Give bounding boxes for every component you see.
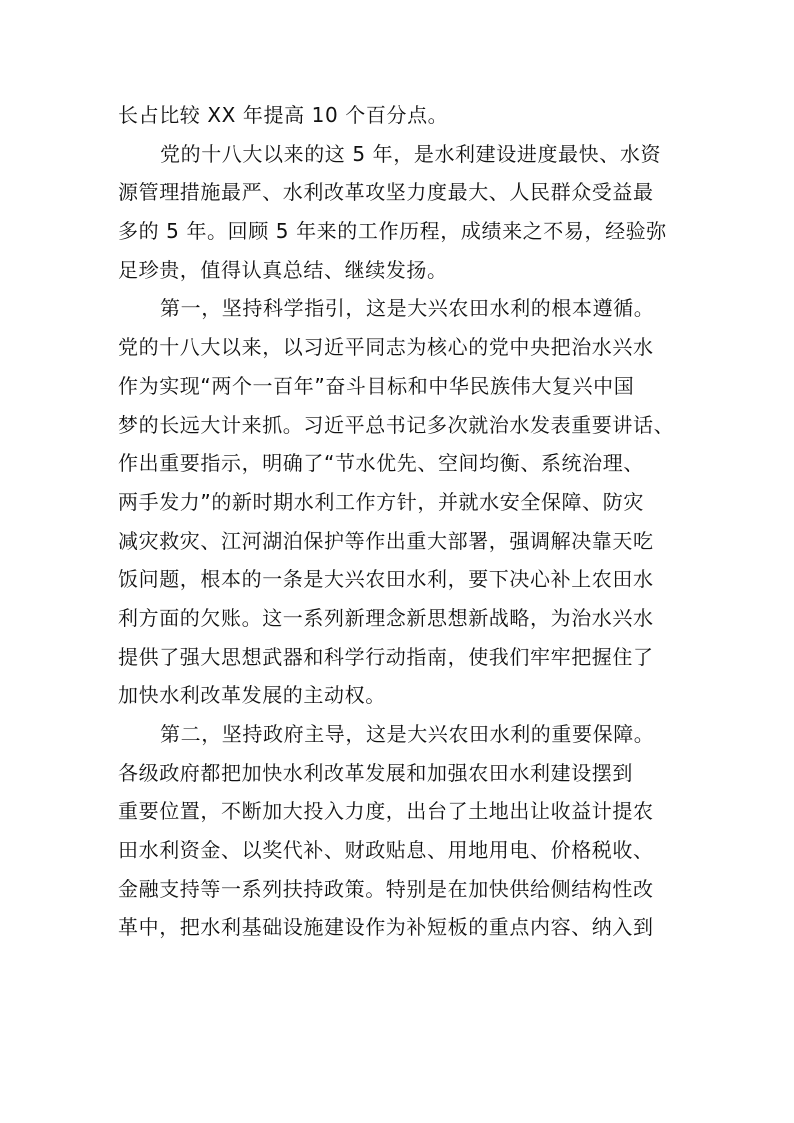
text-line: 利方面的欠账。这一系列新理念新思想新战略，为治水兴水 [118, 605, 654, 630]
text-line: 源管理措施最严、水利改革攻坚力度最大、人民群众受益最 [118, 180, 654, 205]
paragraph [118, 715, 678, 947]
text-line: 党的十八大以来，以习近平同志为核心的党中央把治水兴水 [118, 335, 654, 360]
text-line: 金融支持等一系列扶持政策。特别是在加快供给侧结构性改 [118, 876, 654, 901]
text-line: 各级政府都把加快水利改革发展和加强农田水利建设摆到 [118, 760, 633, 785]
text-line: 两手发力”的新时期水利工作方针，并就水安全保障、防灾 [118, 489, 644, 514]
text-line: 第一，坚持科学指引，这是大兴农田水利的根本遵循。 [160, 296, 655, 321]
text-line: 第二，坚持政府主导，这是大兴农田水利的重要保障。 [160, 722, 655, 746]
document-body [118, 96, 678, 947]
text-line: 饭问题，根本的一条是大兴农田水利，要下决心补上农田水 [118, 567, 654, 592]
text-line: 梦的长远大计来抓。习近平总书记多次就治水发表重要讲话、 [118, 412, 675, 437]
text-line: 作为实现“两个一百年”奋斗目标和中华民族伟大复兴中国 [118, 373, 635, 398]
text-line: 足珍贵，值得认真总结、继续发扬。 [118, 257, 448, 282]
text-line: 重要位置，不断加大投入力度，出台了土地出让收益计提农 [118, 799, 654, 824]
paragraph [118, 96, 678, 135]
text-line: 提供了强大思想武器和科学行动指南，使我们牢牢把握住了 [118, 644, 654, 669]
text-line: 作出重要指示，明确了“节水优先、空间均衡、系统治理、 [118, 451, 644, 476]
text-line: 加快水利改革发展的主动权。 [118, 683, 386, 708]
text-line: 减灾救灾、江河湖泊保护等作出重大部署，强调解决靠天吃 [118, 528, 654, 553]
text-line: 田水利资金、以奖代补、财政贴息、用地用电、价格税收、 [118, 838, 654, 863]
text-line: 多的 5 年。回顾 5 年来的工作历程，成绩来之不易，经验弥 [118, 219, 667, 244]
text-line: 长占比较 XX 年提高 10 个百分点。 [118, 103, 449, 127]
paragraph [118, 289, 678, 715]
text-line: 党的十八大以来的这 5 年，是水利建设进度最快、水资 [160, 141, 662, 166]
text-line: 革中，把水利基础设施建设作为补短板的重点内容、纳入到 [118, 915, 654, 940]
paragraph [118, 135, 678, 290]
